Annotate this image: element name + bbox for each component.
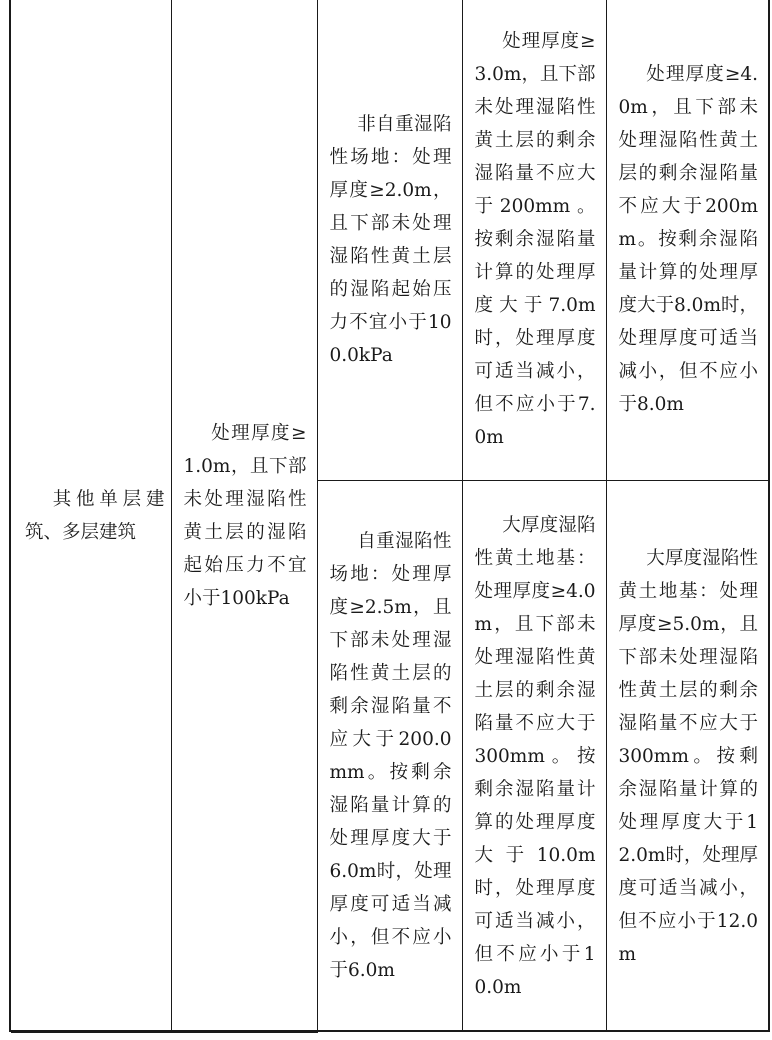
min-thickness-cell bbox=[171, 0, 317, 1032]
non-self-weight-level-c-cell bbox=[462, 0, 606, 480]
requirements-table bbox=[11, 0, 768, 1033]
non-self-weight-level-d-cell bbox=[606, 0, 768, 480]
building-type-cell bbox=[11, 0, 171, 1032]
self-weight-level-c-cell bbox=[462, 480, 606, 1032]
self-weight-level-c-text: 大厚度湿陷性黄土地基：处理厚度≥4.0m，且下部未处理湿陷性黄土层的剩余湿陷量不应大于300mm。按剩余湿陷量计算的处理厚度大于10.0m时，处理厚度可适当减小，但不应小于10.0m bbox=[474, 514, 596, 998]
non-self-weight-site-text: 非自重湿陷性场地：处理厚度≥2.0m，且下部未处理湿陷性黄土层的湿陷起始压力不宜小于100.0kPa bbox=[329, 113, 452, 366]
self-weight-site-text: 自重湿陷性场地：处理厚度≥2.5m，且下部未处理湿陷性黄土层的剩余湿陷量不应大于200.0mm。按剩余湿陷量计算的处理厚度大于6.0m时，处理厚度可适当减小，但不应小于6.0m bbox=[329, 531, 452, 982]
non-self-weight-site-cell bbox=[317, 0, 462, 480]
self-weight-site-cell bbox=[317, 480, 462, 1032]
table-row bbox=[11, 0, 768, 480]
non-self-weight-level-d-text: 处理厚度≥4.0m，且下部未处理湿陷性黄土层的剩余湿陷量不应大于200mm。按剩余湿陷量计算的处理厚度大于8.0m时，处理厚度可适当减小，但不应小于8.0m bbox=[618, 64, 758, 416]
min-thickness-text: 处理厚度≥1.0m，且下部未处理湿陷性黄土层的湿陷起始压力不宜小于100kPa bbox=[183, 422, 307, 609]
foundation-treatment-table bbox=[9, 0, 770, 1032]
self-weight-level-d-text: 大厚度湿陷性黄土地基：处理厚度≥5.0m，且下部未处理湿陷性黄土层的剩余湿陷量不应大于300mm。按剩余湿陷量计算的处理厚度大于12.0m时，处理厚度可适当减小，但不应小于12.0m bbox=[618, 547, 758, 965]
self-weight-level-d-cell bbox=[606, 480, 768, 1032]
non-self-weight-level-c-text: 处理厚度≥3.0m，且下部未处理湿陷性黄土层的剩余湿陷量不应大于200mm。按剩余湿陷量计算的处理厚度大于7.0m时，处理厚度可适当减小，但不应小于7.0m bbox=[474, 31, 596, 449]
building-type-text: 其他单层建筑、多层建筑 bbox=[25, 488, 165, 543]
